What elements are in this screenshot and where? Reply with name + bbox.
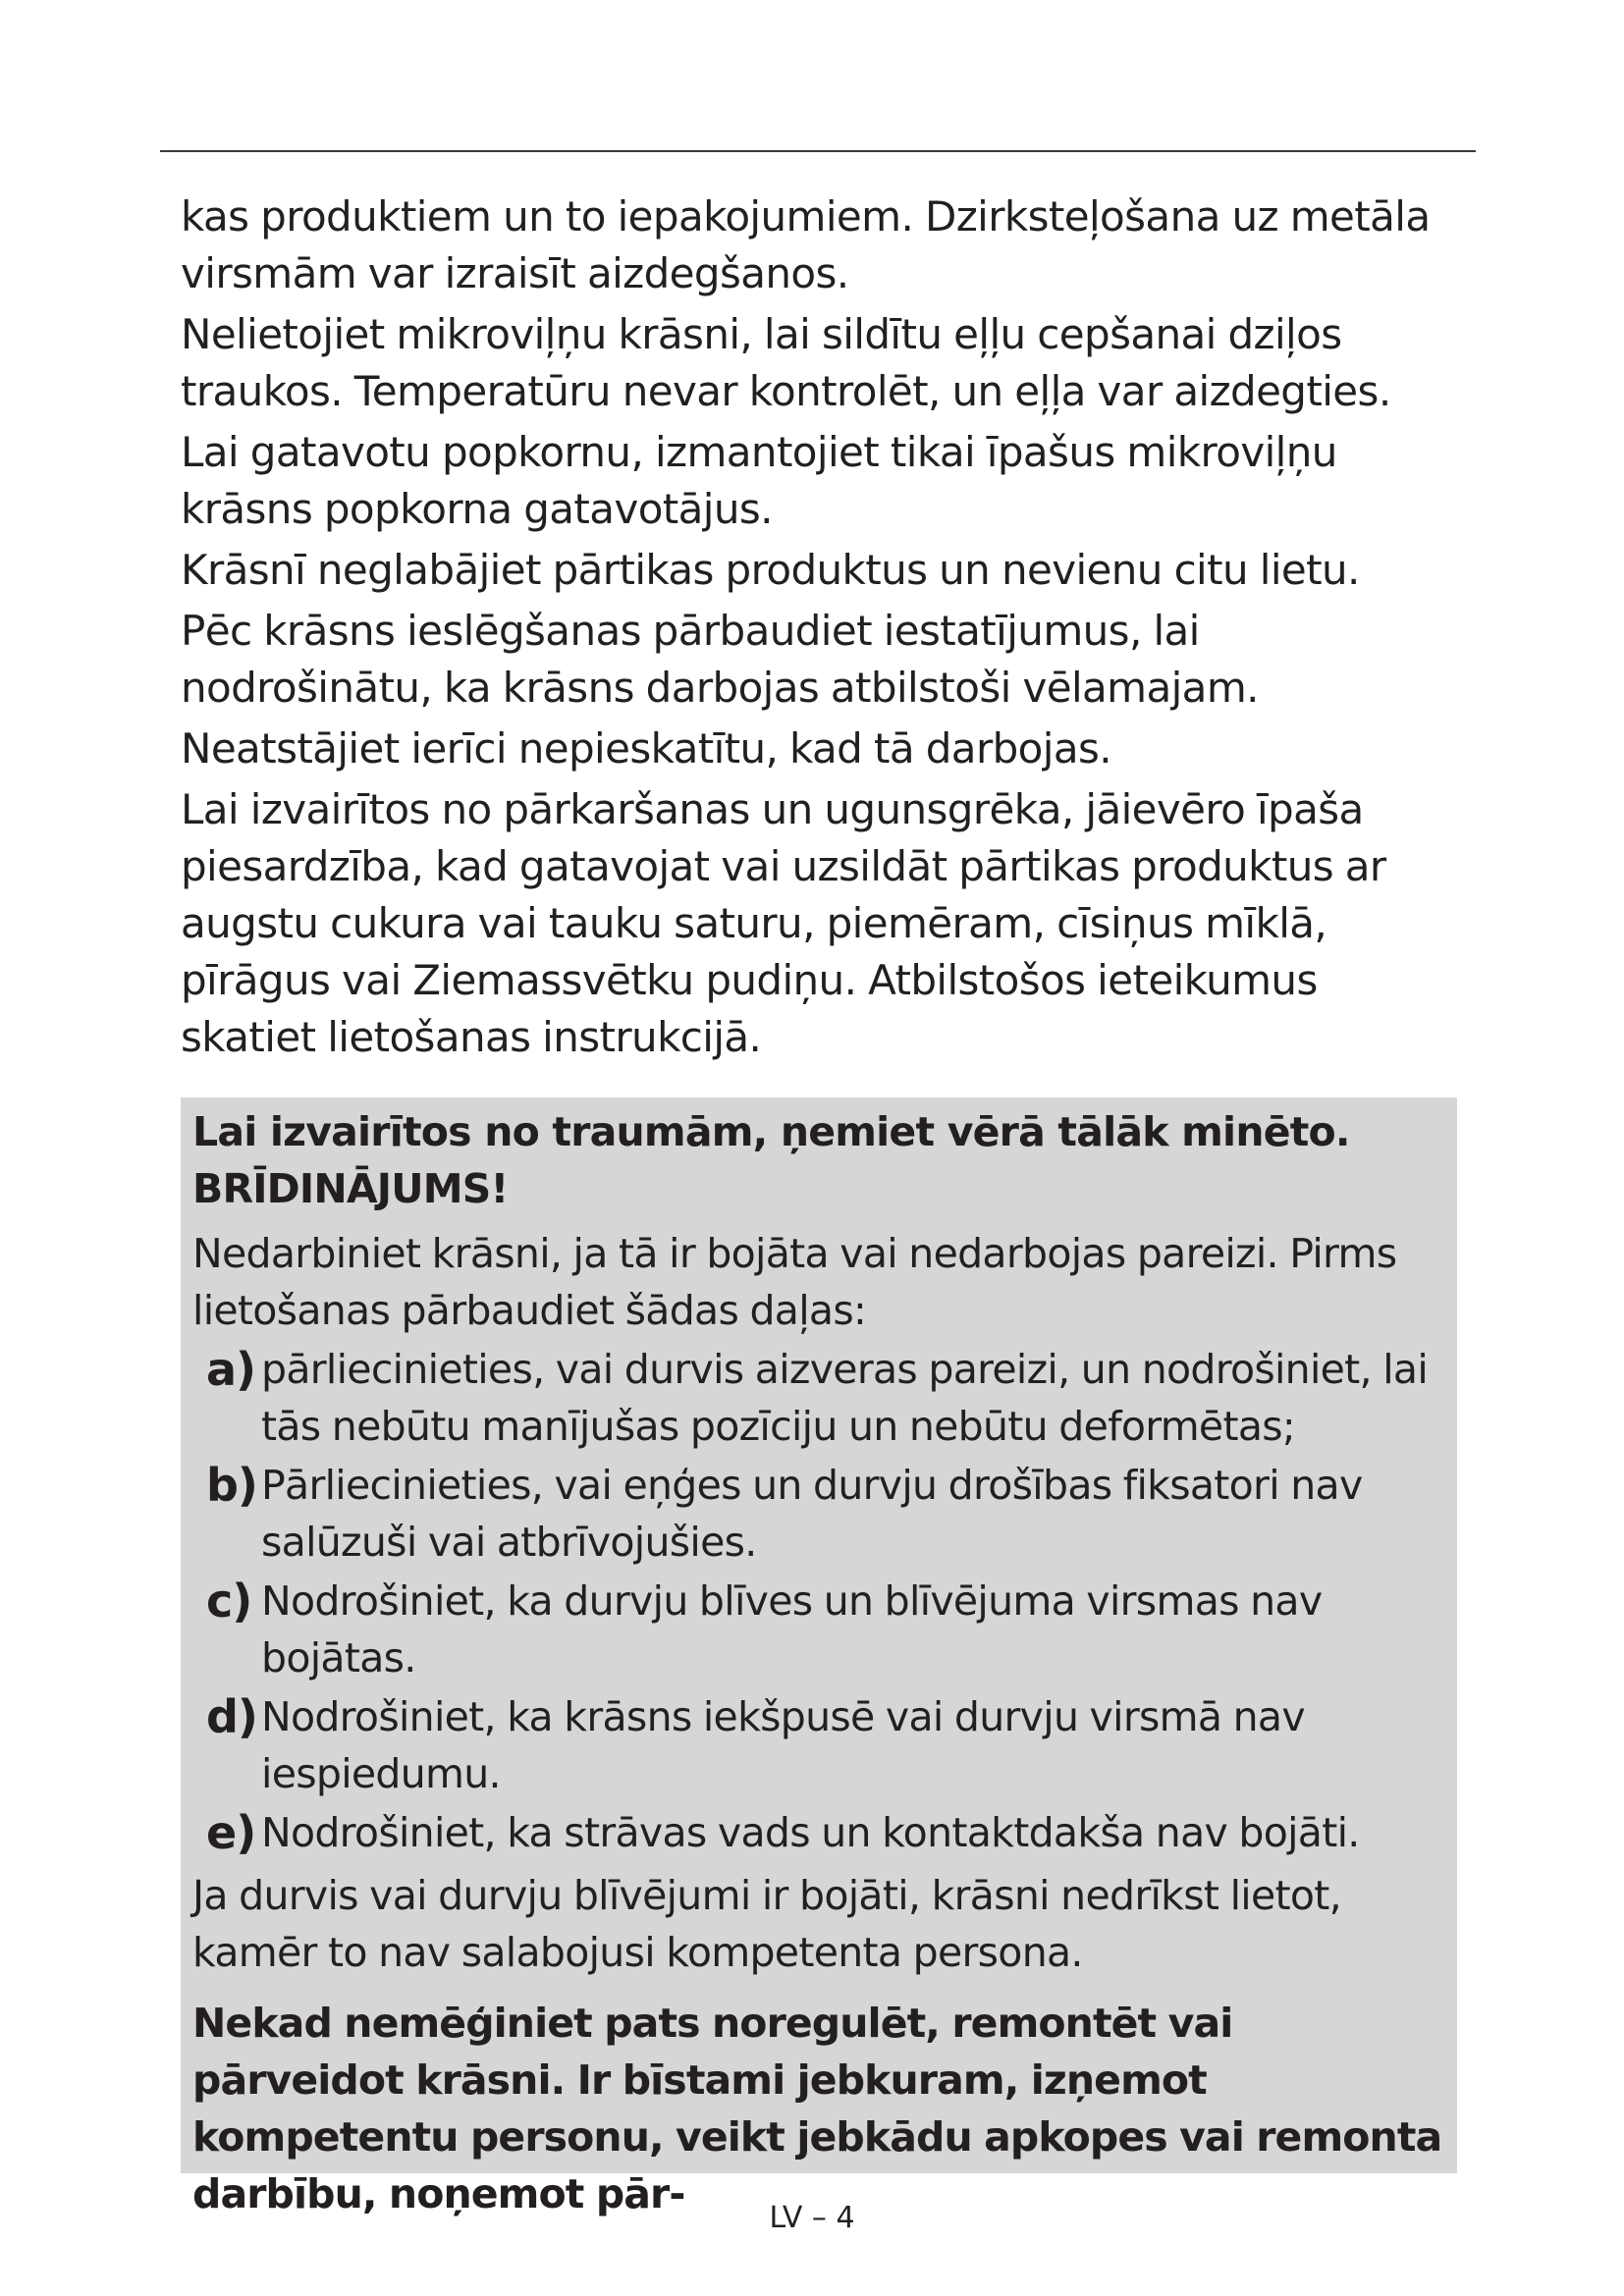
list-marker: a) <box>206 1343 256 1396</box>
list-item-text: Nodrošiniet, ka krāsns iekšpusē vai durvju virsmā nav iespiedumu. <box>261 1693 1305 1797</box>
list-item <box>192 1688 1447 1802</box>
list-marker: e) <box>206 1806 256 1859</box>
list-item-text: Nodrošiniet, ka durvju blīves un blīvējuma virsmas nav bojātas. <box>261 1577 1323 1682</box>
warning-final-notice: Nekad nemēģiniet pats noregulēt, remontēt vai pārveidot krāsni. Ir bīstami jebkuram, izņemot kompetentu personu, veikt jebkādu apkopes vai remonta darbību, noņemot pār- <box>192 2000 1442 2217</box>
intro-paragraph-2: Nelietojiet mikroviļņu krāsni, lai sildītu eļļu cepšanai dziļos traukos. Temperatūru nevar kontrolēt, un eļļa var aizdegties. <box>181 310 1391 415</box>
list-marker: b) <box>206 1459 257 1512</box>
intro-paragraph-6: Neatstājiet ierīci nepieskatītu, kad tā darbojas. <box>181 724 1112 773</box>
list-item-text: pārliecinieties, vai durvis aizveras pareizi, un nodrošiniet, lai tās nebūtu manījušas pozīciju un nebūtu deformētas; <box>261 1346 1429 1450</box>
list-marker: d) <box>206 1690 257 1743</box>
top-divider <box>160 150 1476 152</box>
warning-intro: Nedarbiniet krāsni, ja tā ir bojāta vai nedarbojas pareizi. Pirms lietošanas pārbaudiet šādas daļas: <box>192 1230 1397 1334</box>
warning-box <box>181 1097 1457 2217</box>
warning-closing: Ja durvis vai durvju blīvējumi ir bojāti, krāsni nedrīkst lietot, kamēr to nav salabojusi kompetenta persona. <box>192 1872 1341 1976</box>
list-item-text: Pārliecinieties, vai eņģes un durvju drošības fiksatori nav salūzuši vai atbrīvojušies. <box>261 1462 1363 1566</box>
warning-heading: Lai izvairītos no traumām, ņemiet vērā tālāk minēto. BRĪDINĀJUMS! <box>192 1108 1350 1212</box>
list-marker: c) <box>206 1575 252 1628</box>
intro-paragraph-1: kas produktiem un to iepakojumiem. Dzirksteļošana uz metāla virsmām var izraisīt aizdegšanos. <box>181 192 1431 297</box>
list-item <box>192 1457 1447 1571</box>
intro-paragraph-3: Lai gatavotu popkornu, izmantojiet tikai īpašus mikroviļņu krāsns popkorna gatavotājus. <box>181 428 1337 533</box>
list-item-text: Nodrošiniet, ka strāvas vads un kontaktdakša nav bojāti. <box>261 1809 1360 1856</box>
page-number: LV – 4 <box>769 2201 855 2235</box>
inspection-list <box>192 1341 1447 1861</box>
intro-text-block <box>181 188 1457 1070</box>
list-item <box>192 1341 1447 1455</box>
intro-paragraph-7: Lai izvairītos no pārkaršanas un ugunsgrēka, jāievēro īpaša piesardzība, kad gatavojat vai uzsildāt pārtikas produktus ar augstu cukura vai tauku saturu, piemēram, cīsiņus mīklā, pīrāgus vai Ziemassvētku pudiņu. Atbilstošos ieteikumus skatiet lietošanas instrukcijā. <box>181 785 1386 1061</box>
list-item <box>192 1573 1447 1686</box>
intro-paragraph-5: Pēc krāsns ieslēgšanas pārbaudiet iestatījumus, lai nodrošinātu, ka krāsns darbojas atbilstoši vēlamajam. <box>181 607 1259 712</box>
list-item <box>192 1804 1447 1861</box>
intro-paragraph-4: Krāsnī neglabājiet pārtikas produktus un nevienu citu lietu. <box>181 546 1360 594</box>
